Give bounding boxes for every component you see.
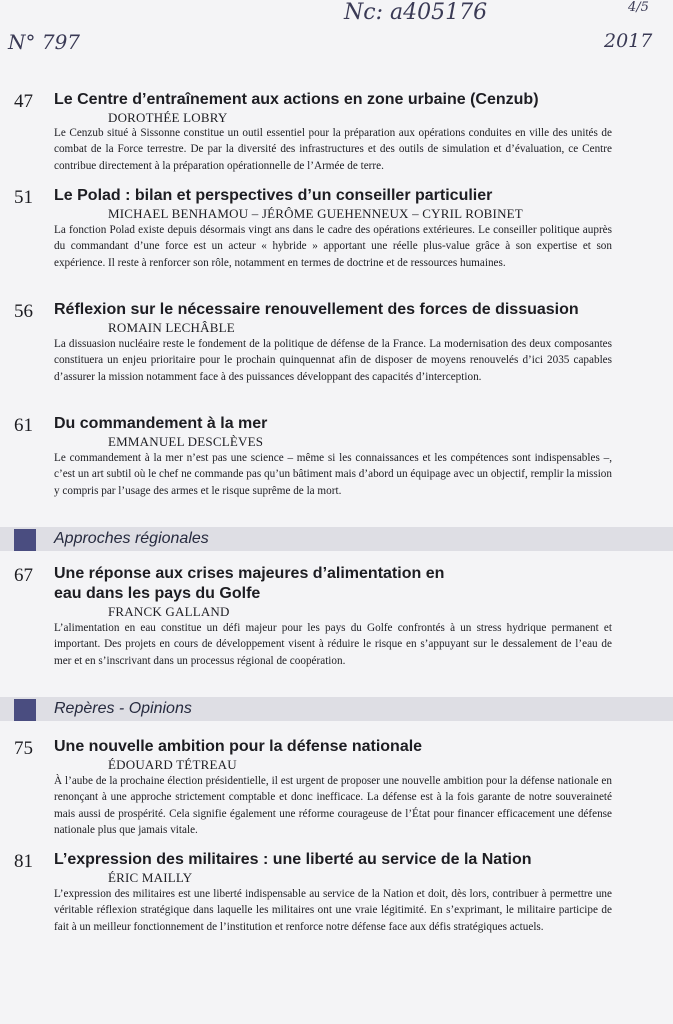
section-title: Repères - Opinions	[54, 700, 192, 717]
handwritten-fraction: 4/5	[628, 0, 649, 15]
article-title: Une réponse aux crises majeures d’alimentation en eau dans les pays du Golfe	[54, 565, 445, 602]
article-title: Le Polad : bilan et perspectives d’un conseiller particulier	[54, 187, 493, 204]
article-summary: Le Cenzub situé à Sissonne constitue un outil essentiel pour la préparation aux opérations conduites en ville des unités de combat de la Force terrestre. De par la diversité des infrastructures et des outils de simulation et d’évaluation, ce Centre contribue directement à la préparation opérationnelle de l’Armée de terre.	[54, 127, 612, 172]
article-author: DOROTHÉE LOBRY	[108, 110, 228, 125]
article-page-number: 81	[14, 851, 33, 872]
section-header-opinions	[0, 697, 673, 721]
article-page-number: 51	[14, 187, 33, 208]
article-summary: À l’aube de la prochaine élection présidentielle, il est urgent de proposer une nouvelle ambition pour la défense nationale en renonçant à une approche strictement comptable et donc inefficace. La défense est à la fois garante de notre souveraineté mais aussi de prospérité. Cela signifie également une réforme courageuse de l’État pour financer efficacement une défense nationale plus que jamais vitale.	[54, 775, 612, 837]
article-page-number: 61	[14, 415, 33, 436]
article-author: MICHAEL BENHAMOU – JÉRÔME GUEHENNEUX – CYRIL ROBINET	[108, 206, 523, 221]
handwritten-year: 2017	[604, 30, 653, 52]
article-author: FRANCK GALLAND	[108, 604, 230, 619]
article-author: ÉRIC MAILLY	[108, 870, 193, 885]
article-page-number: 75	[14, 738, 33, 759]
article-page-number: 67	[14, 565, 33, 586]
article-summary: La dissuasion nucléaire reste le fondement de la politique de défense de la France. La modernisation des deux composantes constituera un enjeu prioritaire pour le prochain quinquennat afin de disposer de moyens renouvelés d’ici 2035 capables d’assurer la mission notamment face à des puissances développant des capacités d’interception.	[54, 338, 612, 383]
handwritten-issue-number: N° 797	[8, 30, 81, 54]
article-title: Une nouvelle ambition pour la défense nationale	[54, 738, 423, 755]
article-summary: Le commandement à la mer n’est pas une science – même si les connaissances et les compétences sont indispensables –, c’est un art subtil où le chef ne commande pas qu’un bâtiment mais d’abord un équipage avec un objectif, remplir la mission y compris par l’usage des armes et le risque suprême de la mort.	[54, 452, 612, 497]
article-author: EMMANUEL DESCLÈVES	[108, 434, 264, 449]
article-author: ROMAIN LECHÂBLE	[108, 320, 235, 335]
article-title: L’expression des militaires : une liberté au service de la Nation	[54, 851, 532, 868]
section-marker	[14, 699, 36, 721]
article-page-number: 47	[14, 91, 33, 112]
section-marker	[14, 529, 36, 551]
article-summary: La fonction Polad existe depuis désormais vingt ans dans le cadre des opérations extérieures. Le conseiller politique auprès du commandant d’une force est un acteur « hybride » apportant une réelle plus-value grâce à son expertise et son expérience. Il reste à renforcer son rôle, notamment en termes de doctrine et de ressources humaines.	[54, 224, 612, 269]
section-header-regional	[0, 527, 673, 551]
article-summary: L’expression des militaires est une liberté indispensable au service de la Nation et doit, dès lors, contribuer à permettre une véritable réflexion stratégique dans laquelle les militaires ont une vraie légitimité. En s’exprimant, le militaire participe de fait à un meilleur fonctionnement de l’institution et renforce notre défense face aux défis stratégiques actuels.	[54, 888, 612, 933]
article-page-number: 56	[14, 301, 33, 322]
section-title: Approches régionales	[54, 530, 209, 547]
article-title: Du commandement à la mer	[54, 415, 268, 432]
article-title: Réflexion sur le nécessaire renouvellement des forces de dissuasion	[54, 301, 579, 318]
article-title: Le Centre d’entraînement aux actions en zone urbaine (Cenzub)	[54, 91, 539, 108]
handwritten-reference: Nc: a405176	[344, 0, 488, 25]
article-summary: L’alimentation en eau constitue un défi majeur pour les pays du Golfe confrontés à un stress hydrique permanent et important. Des projets en cours de développement visent à réduire le risque en s’appuyant sur le dessalement de l’eau de mer et en s’inscrivant dans un processus régional de coopération.	[54, 622, 612, 667]
article-author: ÉDOUARD TÉTREAU	[108, 757, 237, 772]
